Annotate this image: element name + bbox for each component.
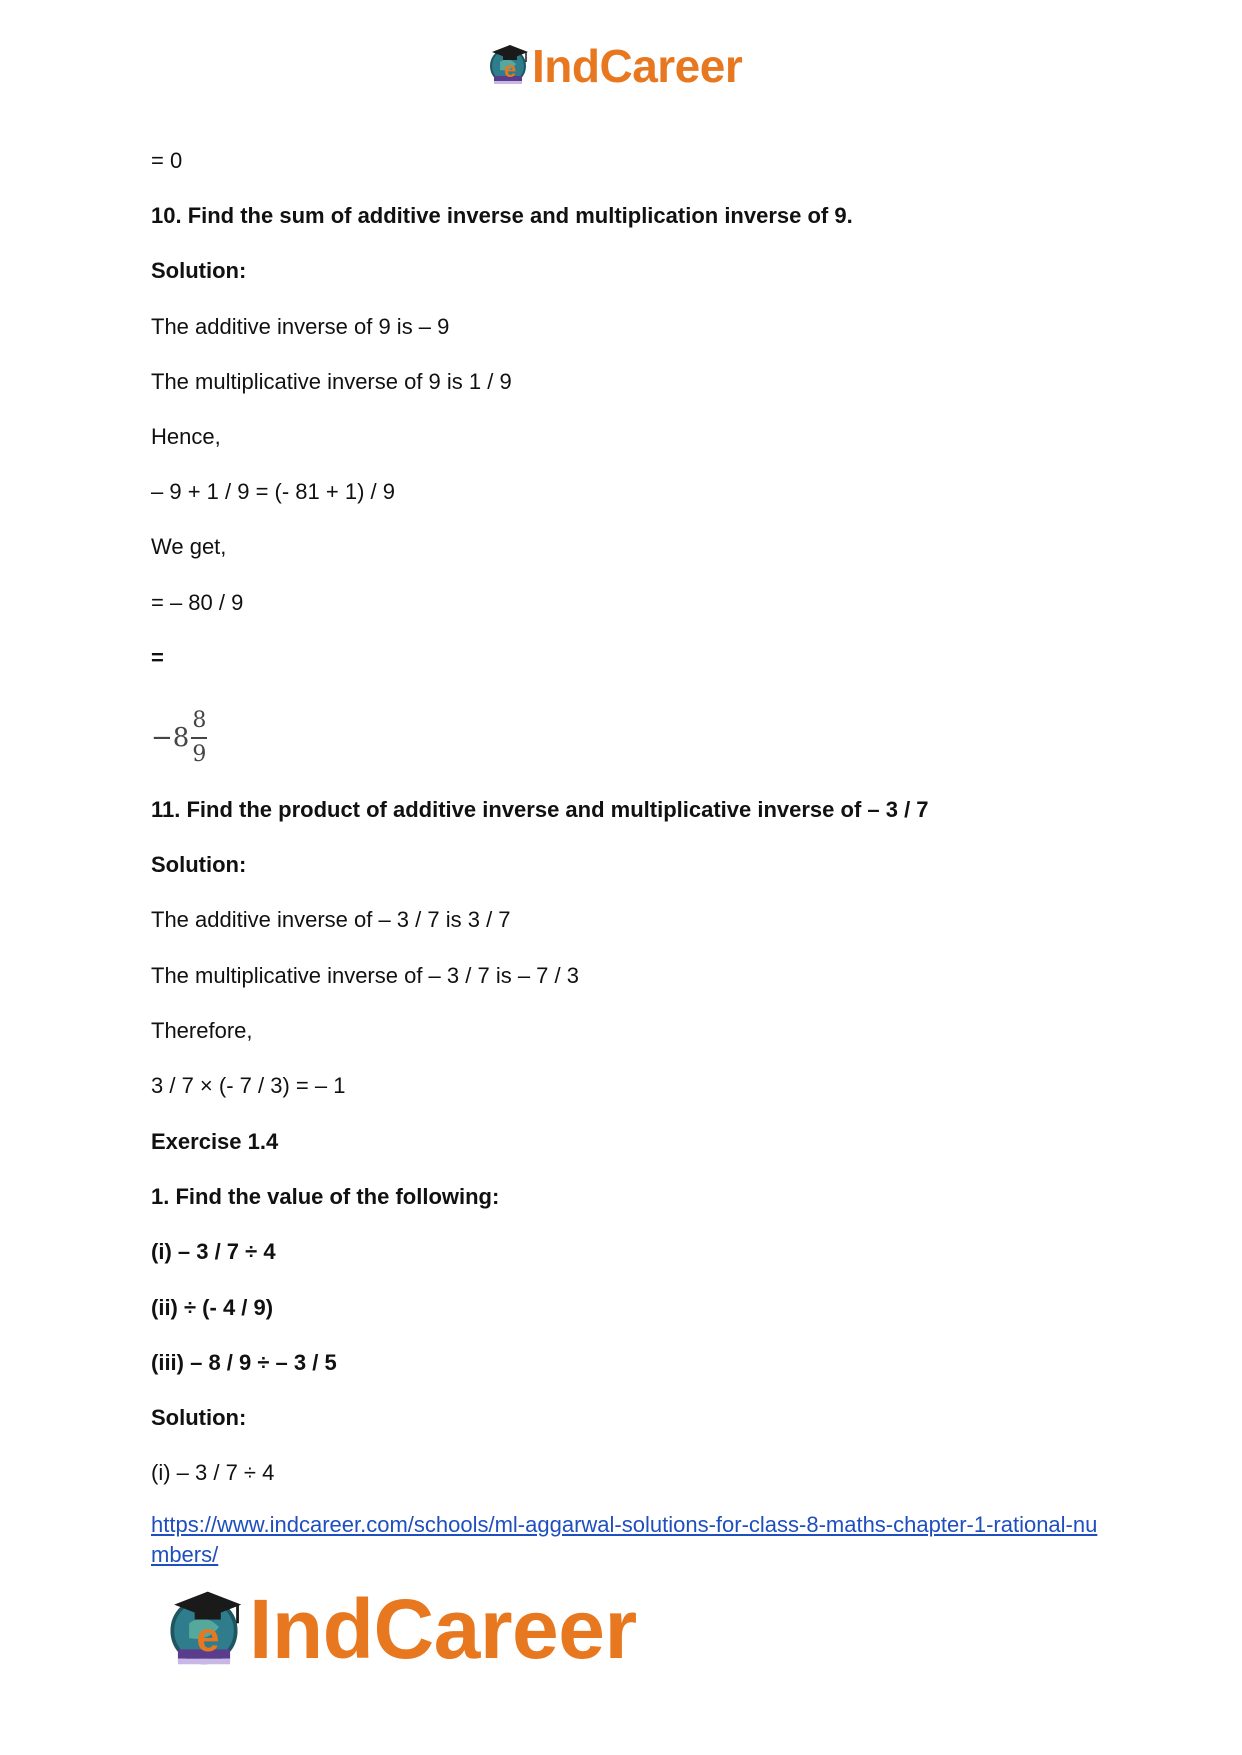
source-link[interactable]: https://www.indcareer.com/schools/ml-aggarwal-solutions-for-class-8-maths-chapter-1-rational-numbers/ xyxy=(151,1512,1098,1567)
question-1: 1. Find the value of the following: xyxy=(151,1184,500,1209)
text-line: We get, xyxy=(151,534,227,559)
question-10: 10. Find the sum of additive inverse and multiplication inverse of 9. xyxy=(151,203,853,228)
text-line: The multiplicative inverse of – 3 / 7 is – 7 / 3 xyxy=(151,963,579,988)
mixed-fraction xyxy=(151,704,207,772)
fraction-bar xyxy=(191,737,207,739)
text-line: The additive inverse of – 3 / 7 is 3 / 7 xyxy=(151,907,511,932)
graduation-globe-icon xyxy=(163,1586,245,1673)
text-line: The multiplicative inverse of 9 is 1 / 9 xyxy=(151,369,512,394)
solution-heading: Solution: xyxy=(151,258,247,283)
solution-heading: Solution: xyxy=(151,1405,247,1430)
question-11: 11. Find the product of additive inverse and multiplicative inverse of – 3 / 7 xyxy=(151,797,929,822)
fraction-denominator: 9 xyxy=(192,741,207,767)
brand-wordmark: IndCareer xyxy=(532,40,743,92)
brand-wordmark: IndCareer xyxy=(249,1582,637,1676)
text-line: Therefore, xyxy=(151,1018,253,1043)
question-part: (i) – 3 / 7 ÷ 4 xyxy=(151,1239,276,1264)
question-part: (iii) – 8 / 9 ÷ – 3 / 5 xyxy=(151,1350,337,1375)
solution-heading: Solution: xyxy=(151,852,247,877)
fraction-whole: −8 xyxy=(151,723,190,753)
fraction xyxy=(191,709,207,767)
graduation-globe-icon xyxy=(486,42,530,91)
text-line: 3 / 7 × (- 7 / 3) = – 1 xyxy=(151,1073,346,1098)
text-line: = 0 xyxy=(151,148,183,173)
header-logo xyxy=(486,40,742,92)
svg-text:e: e xyxy=(196,1613,220,1660)
text-line: (i) – 3 / 7 ÷ 4 xyxy=(151,1460,275,1485)
text-line: = – 80 / 9 xyxy=(151,590,244,615)
text-line: – 9 + 1 / 9 = (- 81 + 1) / 9 xyxy=(151,479,395,504)
text-line: Hence, xyxy=(151,424,221,449)
text-line: = xyxy=(151,645,164,670)
text-line: The additive inverse of 9 is – 9 xyxy=(151,314,450,339)
fraction-numerator: 8 xyxy=(192,708,207,734)
question-part: (ii) ÷ (- 4 / 9) xyxy=(151,1295,274,1320)
svg-text:e: e xyxy=(504,56,517,82)
exercise-heading: Exercise 1.4 xyxy=(151,1129,279,1154)
footer-logo xyxy=(163,1584,637,1674)
